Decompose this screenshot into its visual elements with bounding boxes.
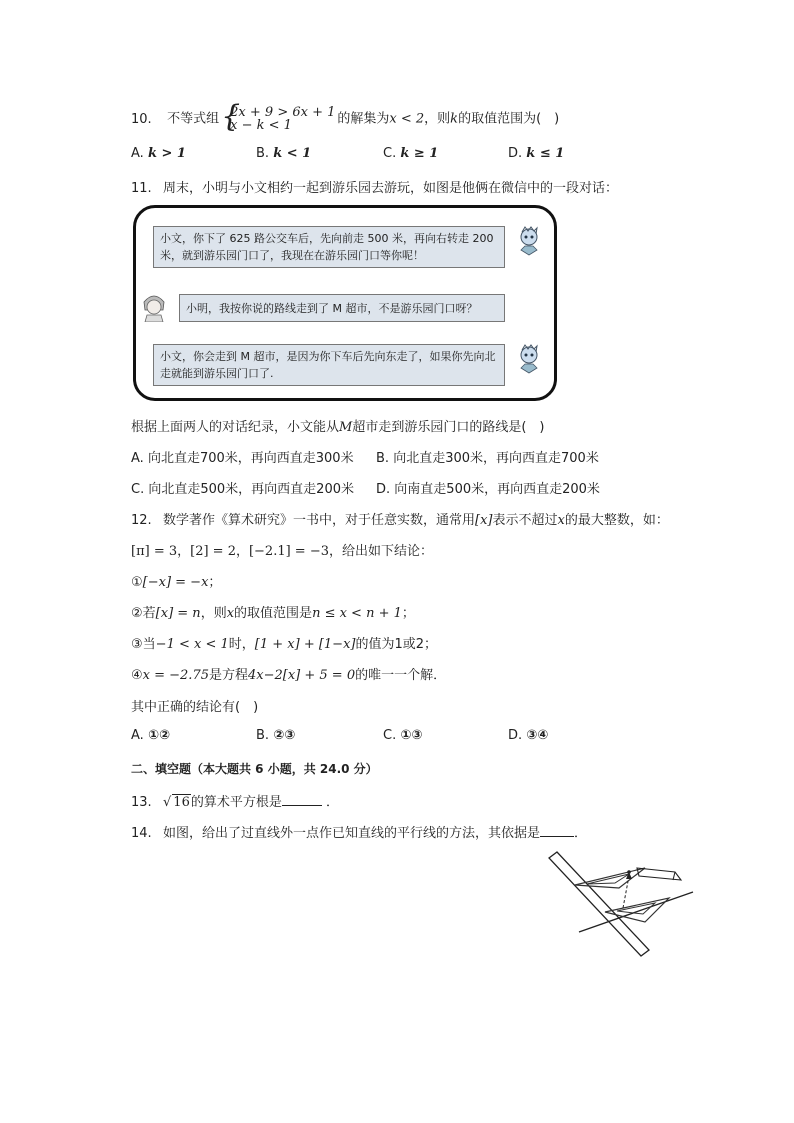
q14-stem: 14. 如图，给出了过直线外一点作已知直线的平行线的方法，其依据是 ． (131, 826, 588, 841)
option-a[interactable]: A. 向北直走700米，再向西直走300米 (131, 451, 354, 466)
boy-avatar-icon (141, 292, 167, 322)
q10-options (131, 146, 691, 166)
option-c[interactable]: C. k ≥ 1 (383, 146, 439, 161)
q12-conclusion-2: ②若[x] = n，则x的取值范围是n ≤ x < n + 1； (131, 606, 415, 621)
q12-conclusion-3: ③当−1 < x < 1时，[1 + x] + [1−x]的值为1或2； (131, 637, 438, 652)
option-c[interactable]: C. ①③ (383, 728, 423, 743)
wechat-dialog-figure (133, 205, 557, 401)
option-b[interactable]: B. k < 1 (256, 146, 312, 161)
parallel-line-construction-figure (545, 850, 697, 958)
q12-examples: [π] = 3，[2] = 2，[−2.1] = −3，给出如下结论： (131, 544, 434, 559)
option-c[interactable]: C. 向北直走500米，再向西直走200米 (131, 482, 354, 497)
chat-bubble-xiaowen-2: 小文，你会走到 M 超市，是因为你下车后先向东走了，如果你先向北走就能到游乐园门口了. (153, 344, 505, 386)
q11-stem: 11. 周末，小明与小文相约一起到游乐园去游玩，如图是他俩在微信中的一段对话： (131, 181, 619, 196)
inequality-system: { 2x + 9 > 6x + 1 x − k < 1 (221, 99, 336, 134)
cartoon-avatar-icon (516, 344, 542, 374)
q10-stem: 10. 不等式组 { 2x + 9 > 6x + 1 x − k < 1 的解集为x < 2，则k的取值范围为( ) (131, 99, 560, 134)
cartoon-avatar-icon (516, 226, 542, 256)
q12-stem: 12. 数学著作《算术研究》一书中，对于任意实数，通常用[x]表示不超过x的最大整数，如： (131, 513, 669, 528)
option-a[interactable]: A. k > 1 (131, 146, 186, 161)
q12-conclusion-4: ④x = −2.75是方程4x−2[x] + 5 = 0的唯一一个解． (131, 668, 447, 683)
section-title: 二、填空题（本大题共 6 小题，共 24.0 分） (131, 762, 378, 776)
chat-bubble-xiaoming: 小明，我按你说的路线走到了 M 超市，不是游乐园门口呀？ (179, 294, 505, 322)
question-number: 10. (131, 111, 152, 127)
q12-options (131, 728, 691, 748)
option-d[interactable]: D. ③④ (508, 728, 549, 743)
option-b[interactable]: B. 向北直走300米，再向西直走700米 (376, 451, 599, 466)
radicand: 16 (173, 795, 190, 810)
question-number: 13. (131, 795, 152, 810)
question-number: 12. (131, 513, 152, 528)
q13-stem: 13. √ 16的算术平方根是 ． (131, 795, 340, 810)
question-number: 11. (131, 181, 152, 196)
question-number: 14. (131, 826, 152, 841)
q11-options-row2 (131, 478, 691, 498)
q11-question: 根据上面两人的对话纪录，小文能从M超市走到游乐园门口的路线是( ) (131, 420, 545, 435)
chat-bubble-xiaowen-1: 小文，你下了 625 路公交车后，先向前走 500 米，再向右转走 200 米，就到游乐园门口了，我现在在游乐园门口等你呢！ (153, 226, 505, 268)
option-d[interactable]: D. 向南直走500米，再向西直走200米 (376, 482, 600, 497)
q12-conclusion-1: ①[−x] = −x； (131, 575, 222, 590)
answer-blank[interactable] (540, 824, 574, 837)
option-d[interactable]: D. k ≤ 1 (508, 146, 565, 161)
q11-options-row1 (131, 447, 691, 467)
q12-question: 其中正确的结论有( ) (131, 700, 259, 715)
option-a[interactable]: A. ①② (131, 728, 170, 743)
answer-blank[interactable] (282, 793, 322, 806)
option-b[interactable]: B. ②③ (256, 728, 296, 743)
